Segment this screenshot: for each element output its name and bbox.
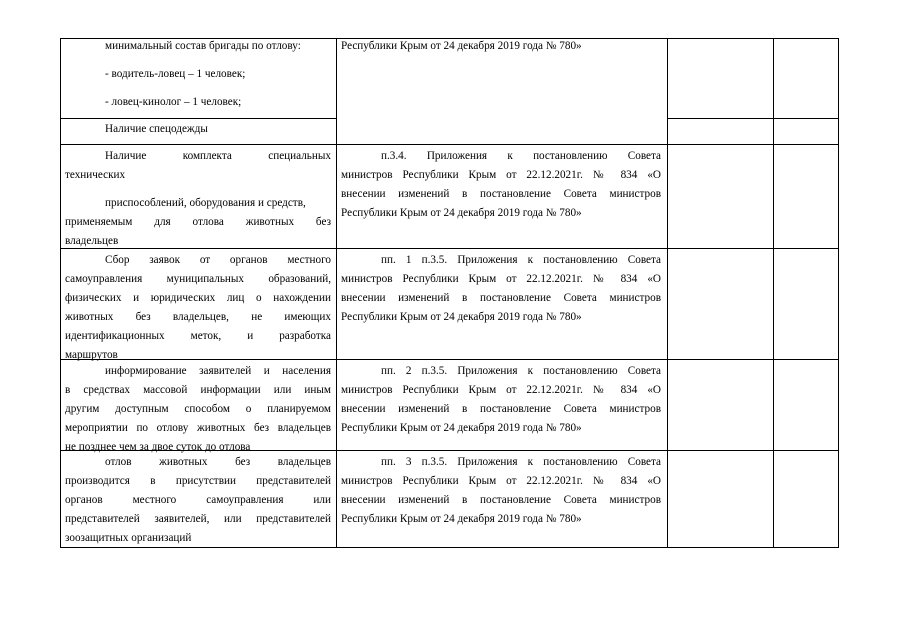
requirement-text: Наличие комплекта специальных <box>105 150 331 162</box>
legal-basis-text: Республики Крым от 24 декабря 2019 года № 780» <box>341 207 582 219</box>
requirement-text: другим доступным способом о планируемом <box>65 403 331 415</box>
column-divider <box>773 38 774 548</box>
legal-basis-cell <box>341 453 661 529</box>
requirement-text: мероприятии по отлову животных без владельцев <box>65 422 331 434</box>
requirement-cell <box>65 147 331 251</box>
row-divider <box>60 118 336 119</box>
row-divider <box>667 118 839 119</box>
legal-basis-cell <box>341 37 661 56</box>
legal-basis-text: Республики Крым от 24 декабря 2019 года № 780» <box>341 513 582 525</box>
legal-basis-text: Республики Крым от 24 декабря 2019 года № 780» <box>341 40 582 52</box>
requirement-cell <box>65 37 331 112</box>
legal-basis-text: внесении изменений в постановление Совета министров <box>341 403 661 415</box>
requirement-cell <box>65 453 331 548</box>
requirement-text: не позднее чем за двое суток до отлова <box>65 441 251 453</box>
legal-basis-text: внесении изменений в постановление Совета министров <box>341 188 661 200</box>
requirement-text: Наличие спецодежды <box>105 123 208 135</box>
legal-basis-cell <box>341 251 661 327</box>
requirement-text: - ловец-кинолог – 1 человек; <box>105 96 242 108</box>
requirement-text: животных без владельцев, не имеющих <box>65 311 331 323</box>
requirement-text: производится в присутствии представителей <box>65 475 331 487</box>
legal-basis-text: п.3.4. Приложения к постановлению Совета <box>381 150 661 162</box>
requirement-text: приспособлений, оборудования и средств, <box>105 197 306 209</box>
legal-basis-text: министров Республики Крым от 22.12.2021г. № 834 «О <box>341 475 661 487</box>
legal-basis-cell <box>341 147 661 223</box>
column-divider <box>336 38 337 548</box>
requirement-text: органов местного самоуправления или <box>65 494 331 506</box>
requirement-text: минимальный состав бригады по отлову: <box>105 40 301 52</box>
table-border <box>60 38 61 548</box>
requirement-text: в средствах массовой информации или иным <box>65 384 331 396</box>
legal-basis-text: пп. 3 п.3.5. Приложения к постановлению Совета <box>381 456 661 468</box>
requirement-cell <box>65 120 331 139</box>
requirement-text: технических <box>65 169 126 181</box>
requirement-text: самоуправления муниципальных образований, <box>65 273 331 285</box>
requirement-text: информирование заявителей и населения <box>105 365 331 377</box>
requirement-text: отлов животных без владельцев <box>105 456 331 468</box>
requirement-text: физических и юридических лиц о нахождении <box>65 292 331 304</box>
legal-basis-text: министров Республики Крым от 22.12.2021г. № 834 «О <box>341 384 661 396</box>
requirement-text: маршрутов <box>65 349 118 361</box>
legal-basis-text: внесении изменений в постановление Совета министров <box>341 292 661 304</box>
column-divider <box>667 38 668 548</box>
legal-basis-text: министров Республики Крым от 22.12.2021г. № 834 «О <box>341 273 661 285</box>
legal-basis-text: Республики Крым от 24 декабря 2019 года № 780» <box>341 311 582 323</box>
legal-basis-cell <box>341 362 661 438</box>
requirement-text: зоозащитных организаций <box>65 532 192 544</box>
row-divider <box>60 144 839 145</box>
table-border <box>838 38 839 548</box>
requirement-cell <box>65 251 331 365</box>
legal-basis-text: внесении изменений в постановление Совета министров <box>341 494 661 506</box>
requirement-text: идентификационных меток, и разработка <box>65 330 331 342</box>
legal-basis-text: пп. 1 п.3.5. Приложения к постановлению Совета <box>381 254 661 266</box>
requirement-cell <box>65 362 331 457</box>
legal-basis-text: Республики Крым от 24 декабря 2019 года № 780» <box>341 422 582 434</box>
requirement-text: владельцев <box>65 235 119 247</box>
legal-basis-text: министров Республики Крым от 22.12.2021г. № 834 «О <box>341 169 661 181</box>
requirement-text: применяемым для отлова животных без <box>65 216 331 228</box>
requirement-text: Сбор заявок от органов местного <box>105 254 331 266</box>
legal-basis-text: пп. 2 п.3.5. Приложения к постановлению Совета <box>381 365 661 377</box>
requirement-text: представителей заявителей, или представителей <box>65 513 331 525</box>
requirement-text: - водитель-ловец – 1 человек; <box>105 68 246 80</box>
